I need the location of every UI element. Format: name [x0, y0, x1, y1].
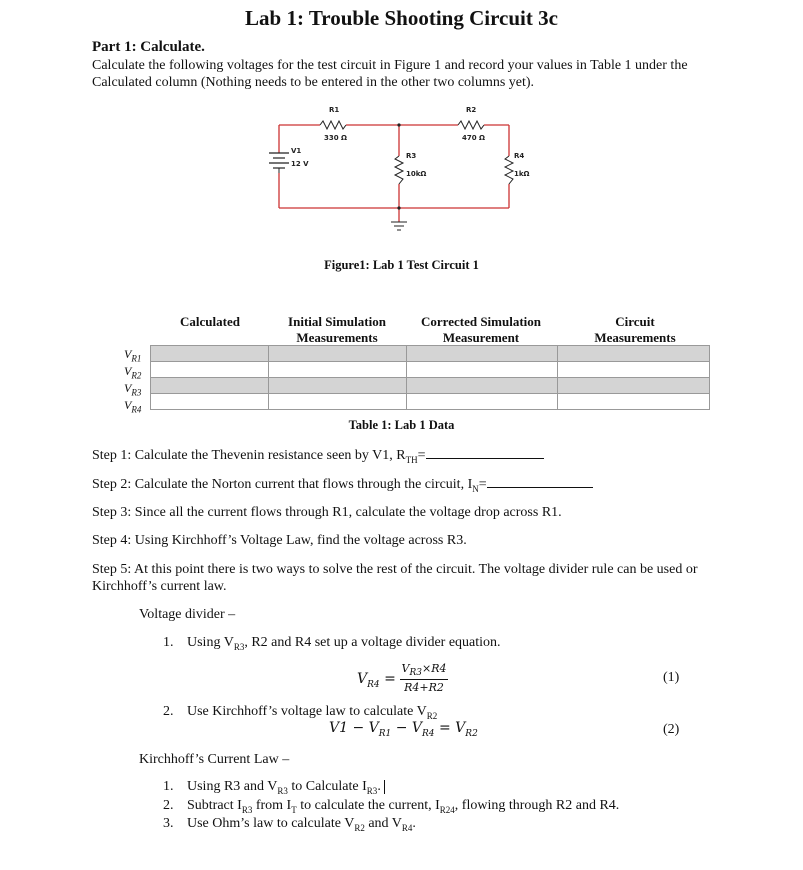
kcl-item-2: 2. Subtract $I_{R3}$ from $I_T$ to calculate the current, $I_{R24}$, flowing through R2 and R4. — [163, 798, 620, 815]
text-cursor — [384, 780, 385, 794]
table-row — [151, 346, 710, 362]
v1-label: V1 — [291, 147, 302, 155]
answer-blank-in[interactable] — [487, 475, 593, 488]
table-row — [151, 362, 710, 378]
table-cell[interactable] — [558, 346, 710, 362]
table-cell[interactable] — [558, 378, 710, 394]
figure-caption: Figure1: Lab 1 Test Circuit 1 — [324, 258, 479, 272]
r1-value: 330 Ω — [324, 134, 347, 142]
col-header-circuit-measurements: Circuit Measurements — [594, 314, 676, 345]
table-cell[interactable] — [268, 378, 406, 394]
v1-battery — [269, 153, 289, 173]
table-cell[interactable] — [151, 362, 269, 378]
vd-item-1: 1. Using $V_{R3}$, R2 and R4 set up a voltage divider equation. — [163, 635, 501, 652]
equation-2: $V1 - V_{R1} - V_{R4} = V_{R2}$ — [329, 720, 478, 739]
lab-data-table — [150, 345, 710, 410]
document-page: Lab 1: Trouble Shooting Circuit 3c Part 1: Calculate. Calculate the following voltages for the test circuit in Figure 1 and record your values in Table 1 under the Calculated column (Nothing needs to be entered in the other two columns yet). R1 330 Ω R2 470 Ω R3 10kΩ R4 1kΩ V1 12 V Figure1: Lab 1 Test Circuit 1 Calculated Initial Simulation Measurements Corrected Simulation Measurement Circuit Measurements $V_{R1}$ $V_{R2}$ $V_{R3}$ $V_{R4}$ Table 1: Lab 1 Data Step 1: Calculate the Thevenin resistance seen by V1, $R_{TH}=$ Step 2: Calculate the Norton current that flows through the circuit, $I_N=$ Step 3: Since all the current flows through R1, calculate the voltage drop across R1. Step 4: Using Kirchhoff’s Voltage Law, find the voltage across R3. Step 5: At this point there is two ways to solve the rest of the circuit. The voltage divider rule can be used or Kirchhoff’s current law. Voltage divider – 1. Using $V_{R3}$, R2 and R4 set up a voltage divider equation. $V_{R4}$ = $V_{R3}\times R4$ R4+R2 (1) 2. Use Kirchhoff’s voltage law to calculate $V_{R2}$ $V1 - V_{R1} - V_{R4} = V_{R2}$ (2) Kirchhoff’s Current Law – 1. Using R3 and $V_{R3}$ to Calculate $I_{R3}$. 2. Subtract $I_{R3}$ from $I_T$ to calculate the current, $I_{R24}$, flowing through R2 and R4. 3. Use Ohm’s law to calculate $V_{R2}$ and $V_{R4}$. — [0, 0, 803, 870]
answer-blank-rth[interactable] — [426, 446, 544, 459]
table-cell[interactable] — [406, 394, 558, 410]
step-5: Step 5: At this point there is two ways to solve the rest of the circuit. The voltage divider rule can be used or Kirchhoff’s current law. — [92, 562, 698, 594]
row-label-vr2: $V_{R2}$ — [124, 364, 142, 381]
table-cell[interactable] — [151, 378, 269, 394]
part-heading: Part 1: Calculate. — [92, 39, 205, 55]
kcl-heading: Kirchhoff’s Current Law – — [139, 752, 290, 767]
equation-2-number: (2) — [663, 722, 680, 737]
ground-symbol — [391, 222, 407, 230]
table-cell[interactable] — [406, 362, 558, 378]
col-header-corrected-simulation: Corrected Simulation Measurement — [421, 314, 541, 345]
equation-1-number: (1) — [663, 670, 680, 685]
page-title: Lab 1: Trouble Shooting Circuit 3c — [245, 6, 558, 30]
kcl-item-1: 1. Using R3 and $V_{R3}$ to Calculate $I_{R3}$. — [163, 779, 385, 796]
row-label-vr1: $V_{R1}$ — [124, 347, 142, 364]
table-cell[interactable] — [268, 394, 406, 410]
r4-label: R4 — [514, 152, 525, 160]
r3-value: 10kΩ — [406, 170, 427, 178]
r1-resistor — [320, 121, 346, 129]
step-1: Step 1: Calculate the Thevenin resistance seen by V1, $R_{TH}=$ — [92, 446, 722, 469]
table-cell[interactable] — [151, 346, 269, 362]
voltage-divider-heading: Voltage divider – — [139, 607, 236, 622]
col-header-calculated: Calculated — [180, 314, 240, 329]
intro-paragraph: Calculate the following voltages for the test circuit in Figure 1 and record your values in Table 1 under the Calculated column (Nothing needs to be entered in the other two columns yet). — [92, 58, 688, 90]
r4-value: 1kΩ — [514, 170, 530, 178]
table-caption: Table 1: Lab 1 Data — [348, 418, 455, 432]
circuit-diagram — [250, 98, 540, 248]
table-row — [151, 394, 710, 410]
r2-label: R2 — [466, 106, 477, 114]
row-label-vr4: $V_{R4}$ — [124, 398, 142, 415]
r1-label: R1 — [329, 106, 340, 114]
col-header-initial-simulation: Initial Simulation Measurements — [288, 314, 386, 345]
table-cell[interactable] — [406, 378, 558, 394]
r3-label: R3 — [406, 152, 417, 160]
row-label-vr3: $V_{R3}$ — [124, 381, 142, 398]
r3-resistor — [395, 156, 403, 184]
vd-item-2: 2. Use Kirchhoff’s voltage law to calculate $V_{R2}$ — [163, 704, 438, 721]
table-cell[interactable] — [406, 346, 558, 362]
r4-resistor — [505, 156, 513, 184]
table-cell[interactable] — [558, 362, 710, 378]
step-4: Step 4: Using Kirchhoff’s Voltage Law, find the voltage across R3. — [92, 533, 467, 548]
r2-resistor — [458, 121, 484, 129]
kcl-item-3: 3. Use Ohm’s law to calculate $V_{R2}$ and $V_{R4}$. — [163, 816, 416, 833]
step-2: Step 2: Calculate the Norton current that flows through the circuit, $I_N=$ — [92, 475, 722, 498]
table-cell[interactable] — [268, 362, 406, 378]
step-3: Step 3: Since all the current flows through R1, calculate the voltage drop across R1. — [92, 505, 562, 520]
v1-value: 12 V — [291, 160, 309, 168]
table-cell[interactable] — [558, 394, 710, 410]
table-cell[interactable] — [268, 346, 406, 362]
table-row — [151, 378, 710, 394]
table-cell[interactable] — [151, 394, 269, 410]
r2-value: 470 Ω — [462, 134, 485, 142]
